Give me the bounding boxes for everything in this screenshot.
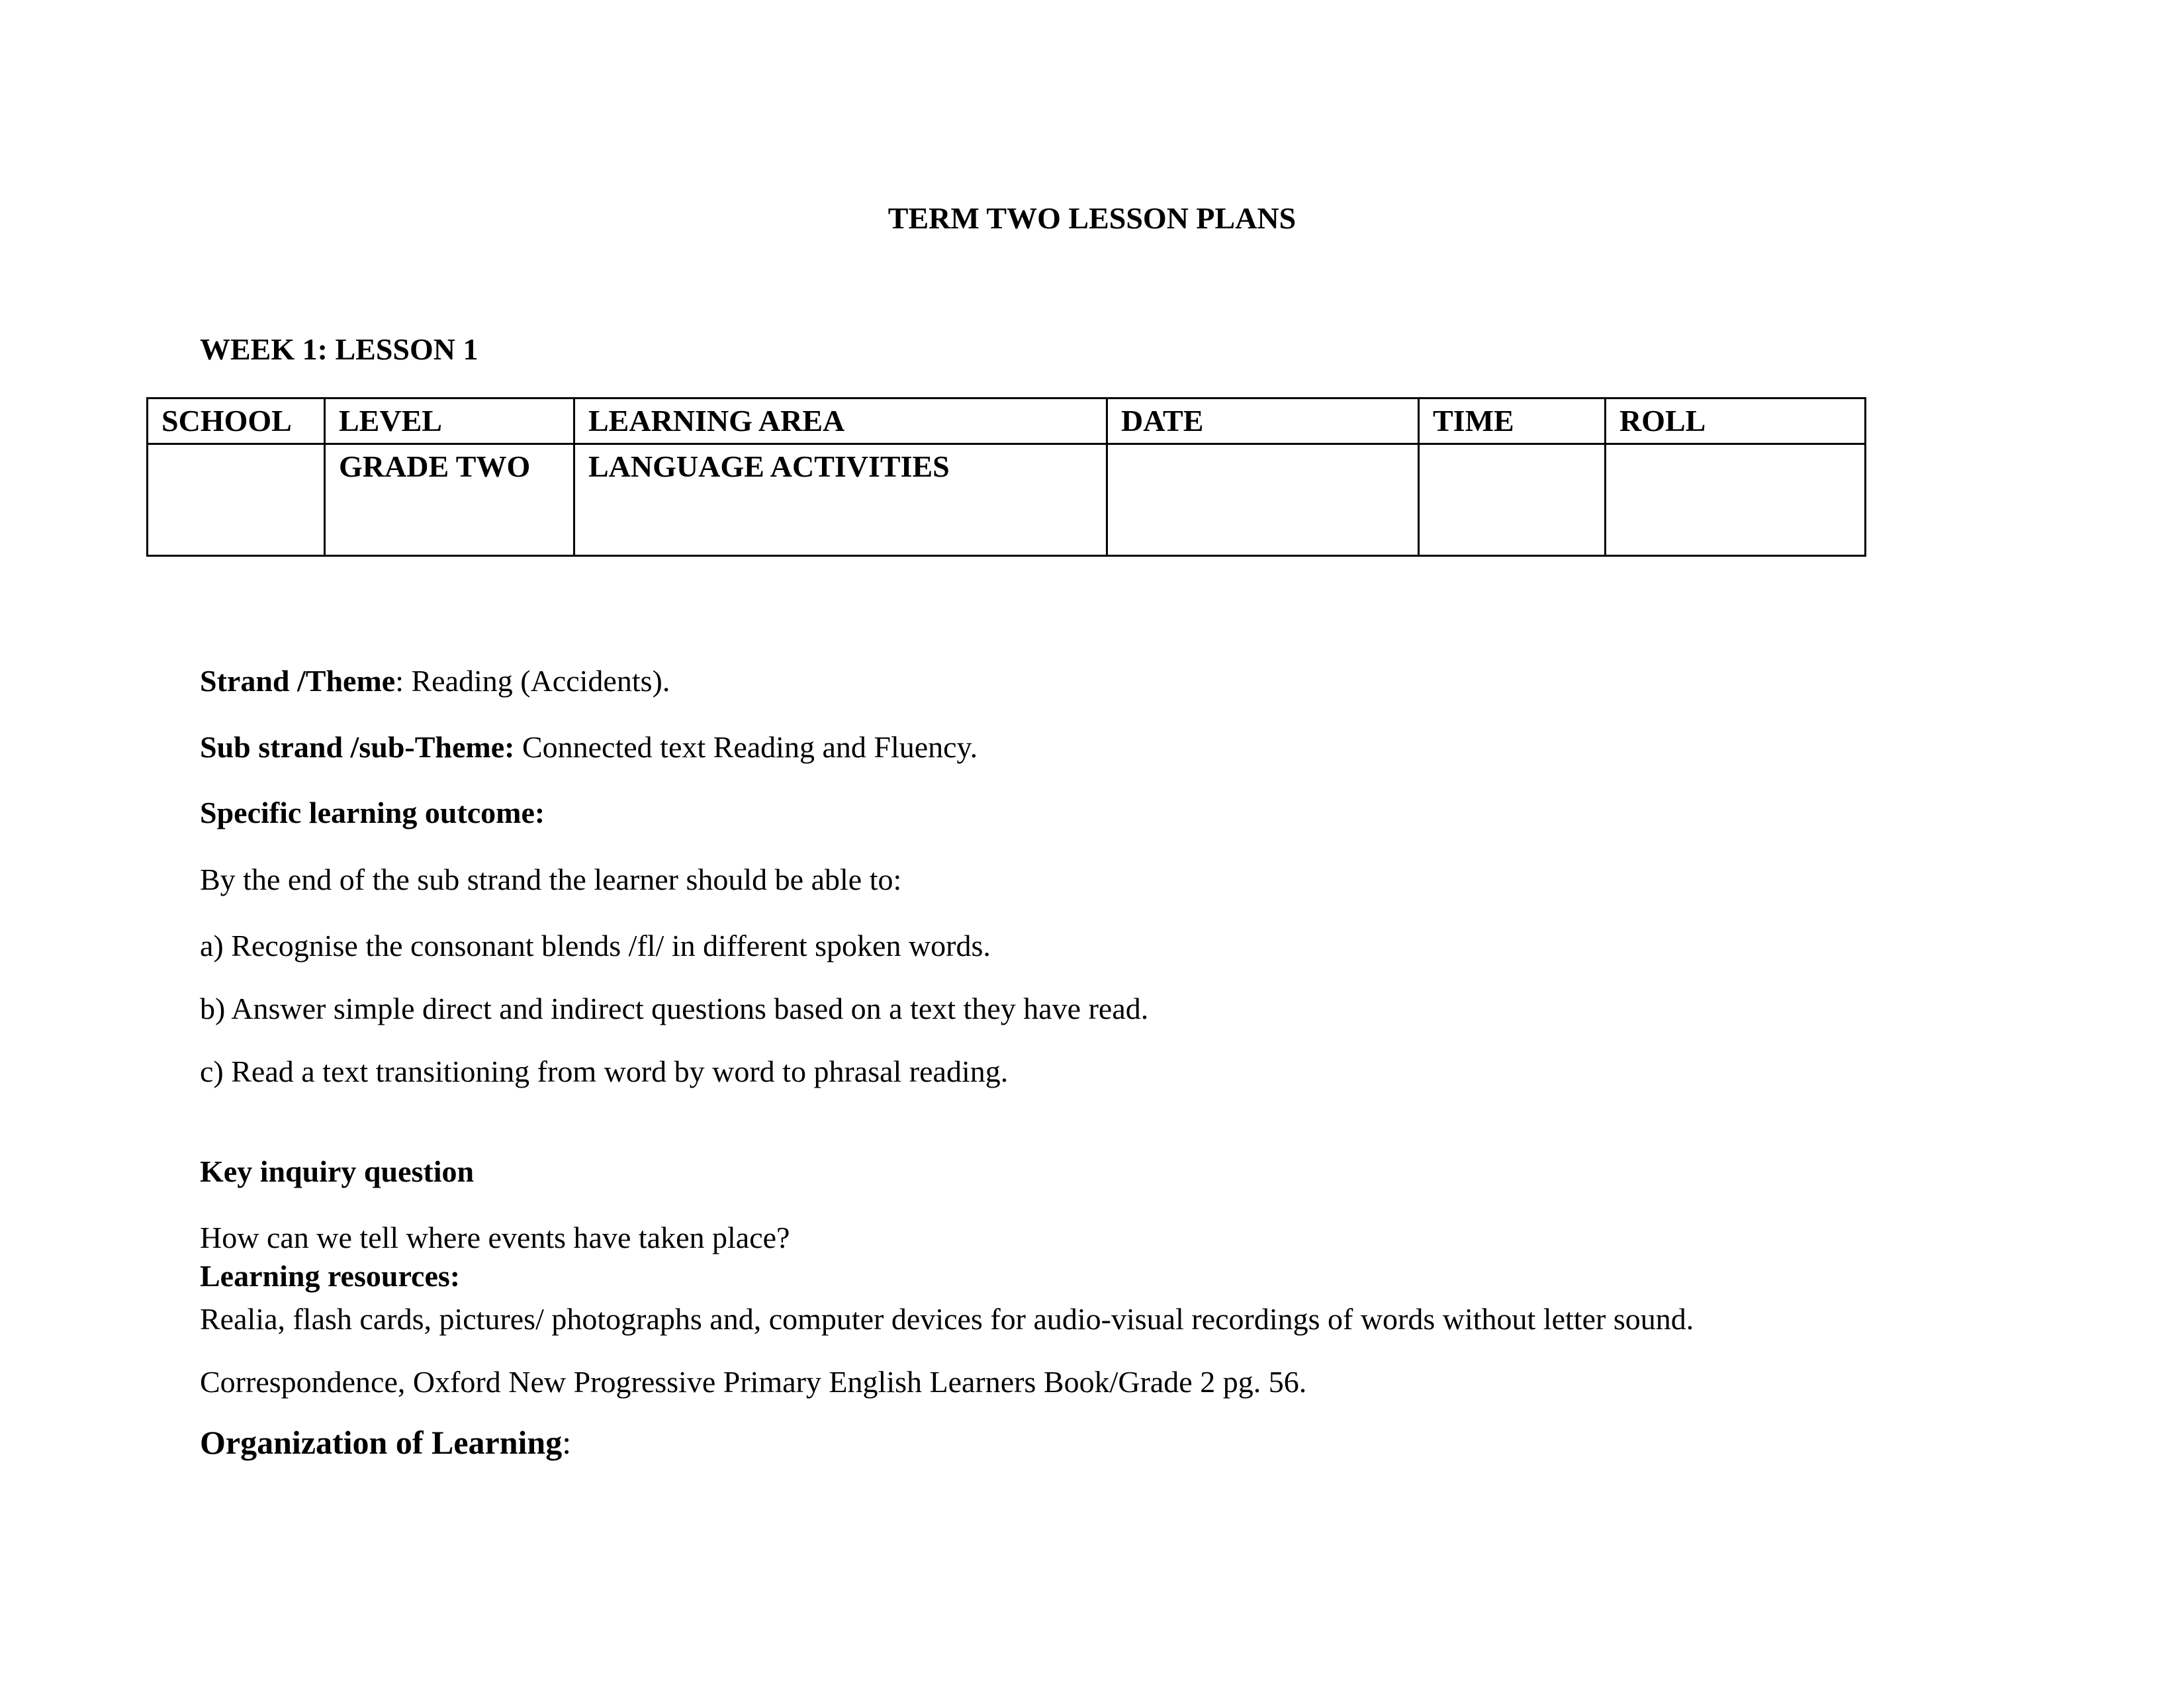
table-header-row — [148, 399, 1866, 444]
organization-label: Organization of Learning — [200, 1424, 563, 1461]
strand-line — [200, 661, 670, 701]
specific-outcome-heading: Specific learning outcome: — [200, 796, 545, 829]
learning-resources-line: Correspondence, Oxford New Progressive Primary English Learners Book/Grade 2 pg. 56. — [200, 1365, 1307, 1399]
week-lesson-heading: WEEK 1: LESSON 1 — [200, 332, 478, 366]
organization-heading — [200, 1421, 571, 1464]
cell-school — [148, 444, 325, 556]
outcome-item: b) Answer simple direct and indirect questions based on a text they have read. — [200, 992, 1149, 1025]
strand-value: : Reading (Accidents). — [395, 664, 670, 698]
cell-time — [1419, 444, 1606, 556]
cell-roll — [1606, 444, 1866, 556]
learning-resources-heading: Learning resources: — [200, 1259, 461, 1293]
cell-level: GRADE TWO — [325, 444, 574, 556]
cell-date — [1107, 444, 1419, 556]
outcome-item: c) Read a text transitioning from word by word to phrasal reading. — [200, 1055, 1009, 1088]
header-date: DATE — [1107, 399, 1419, 444]
key-inquiry-question: How can we tell where events have taken place? — [200, 1221, 790, 1254]
specific-outcome-intro: By the end of the sub strand the learner should be able to: — [200, 863, 902, 896]
organization-suffix: : — [562, 1424, 572, 1461]
sub-strand-value: Connected text Reading and Fluency. — [514, 730, 978, 764]
lesson-info-table — [146, 397, 1866, 557]
header-roll: ROLL — [1606, 399, 1866, 444]
header-learning-area: LEARNING AREA — [574, 399, 1107, 444]
key-inquiry-heading: Key inquiry question — [200, 1154, 475, 1188]
table-value-row — [148, 444, 1866, 556]
header-school: SCHOOL — [148, 399, 325, 444]
header-level: LEVEL — [325, 399, 574, 444]
page-title: TERM TWO LESSON PLANS — [887, 201, 1297, 235]
outcome-item: a) Recognise the consonant blends /fl/ in different spoken words. — [200, 929, 991, 962]
strand-label: Strand /Theme — [200, 664, 396, 698]
sub-strand-line — [200, 727, 978, 767]
sub-strand-label: Sub strand /sub-Theme: — [200, 730, 515, 764]
cell-learning-area: LANGUAGE ACTIVITIES — [574, 444, 1107, 556]
learning-resources-line: Realia, flash cards, pictures/ photographs and, computer devices for audio-visual recordings of words without letter sound. — [200, 1302, 1694, 1336]
header-time: TIME — [1419, 399, 1606, 444]
